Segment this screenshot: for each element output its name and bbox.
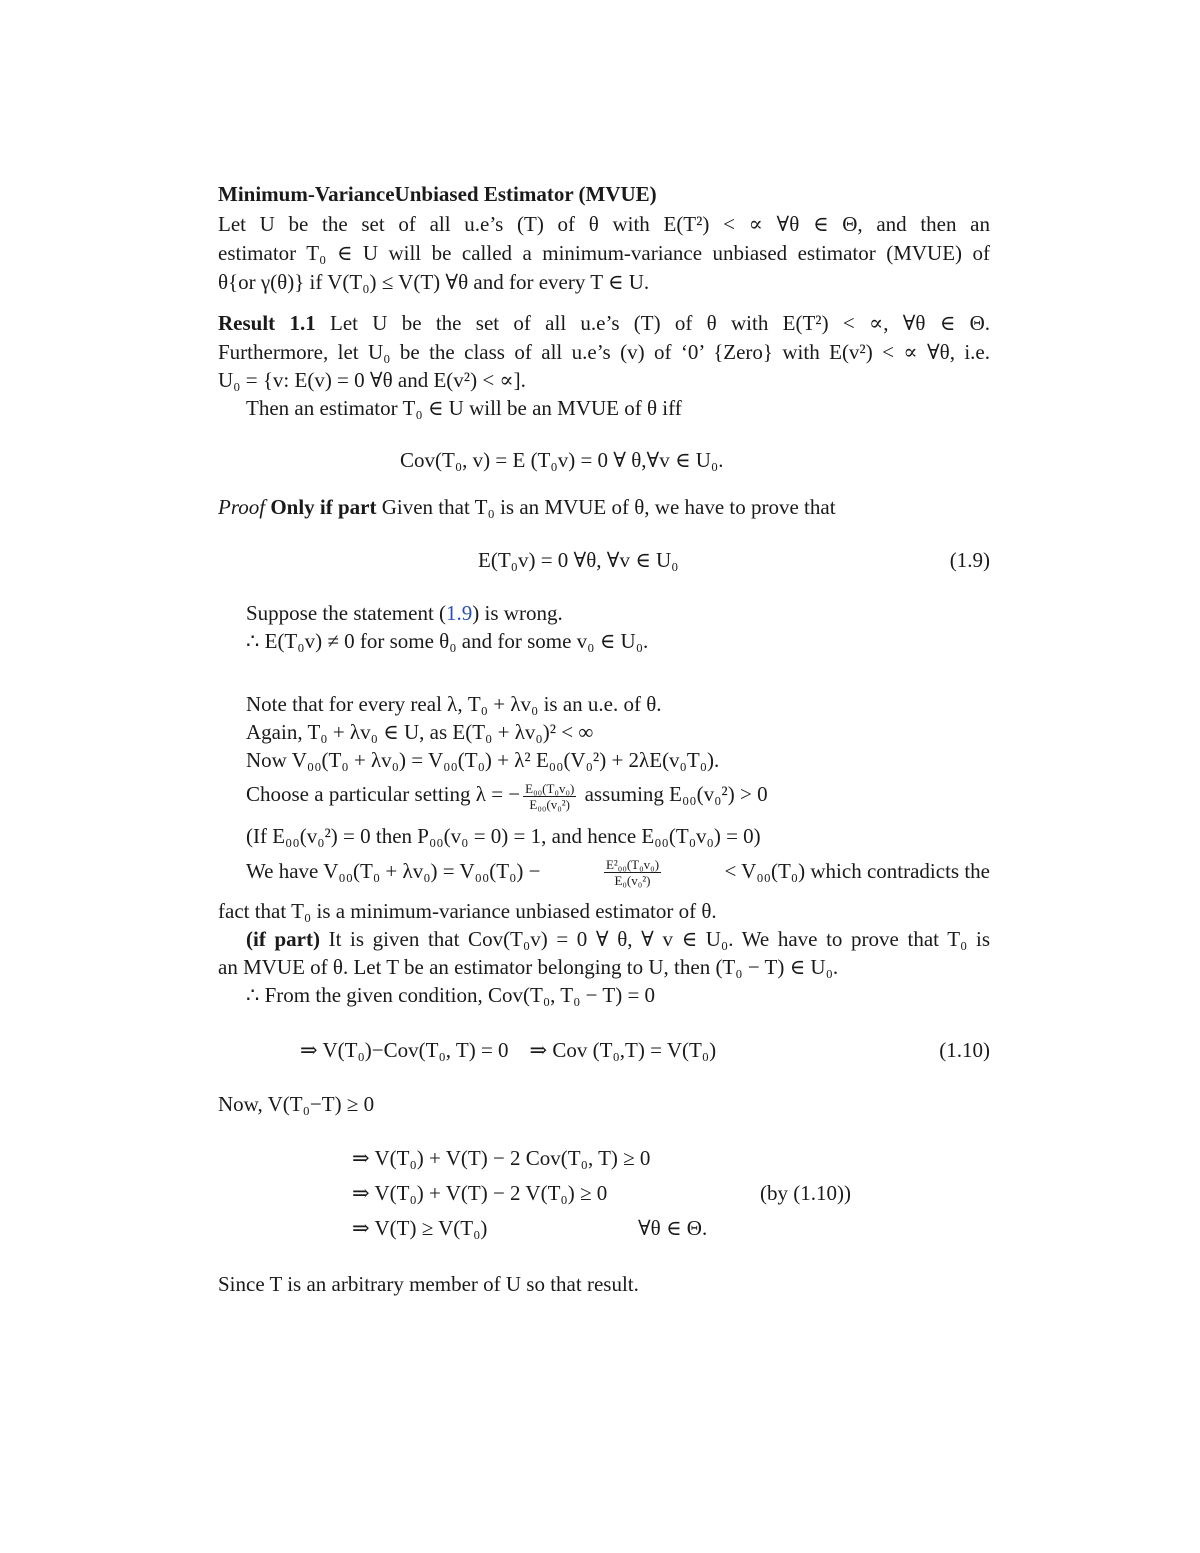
wehave-denominator: E₀(v₀²) xyxy=(614,873,651,888)
result-label: Result 1.1 xyxy=(218,311,316,335)
lambda-denominator: E₀₀(v₀²) xyxy=(529,796,571,812)
choose-post: assuming E₀₀(v₀²) > 0 xyxy=(584,782,768,806)
choose-line xyxy=(246,780,768,812)
proof-text: Given that T₀ is an MVUE of θ, we have to prove that xyxy=(381,495,836,519)
result-text: Let U be the set of all u.e’s (T) of θ with E(T²) < ∝, ∀θ ∈ Θ. xyxy=(330,311,991,335)
derivation-line-3: ⇒ V(T) ≥ V(T₀) xyxy=(352,1216,488,1240)
fact-line: fact that T₀ is a minimum-variance unbiased estimator of θ. xyxy=(218,899,717,923)
intro-line-3: θ{or γ(θ)} if V(T₀) ≤ V(T) ∀θ and for every T ∈ U. xyxy=(218,270,650,294)
result-line-4: Then an estimator T₀ ∈ U will be an MVUE of θ iff xyxy=(246,396,682,420)
only-if-label: Only if part xyxy=(270,495,377,519)
intro-line-2: estimator T₀ ∈ U will be called a minimum-variance unbiased estimator (MVUE) of xyxy=(218,241,990,265)
derivation-line-1: ⇒ V(T₀) + V(T) − 2 Cov(T₀, T) ≥ 0 xyxy=(352,1146,651,1170)
note-line-2: Again, T₀ + λv₀ ∈ U, as E(T₀ + λv₀)² < ∞ xyxy=(246,720,594,744)
equation-number-1-10: (1.10) xyxy=(939,1038,990,1062)
equation-1-9: E(T₀v) = 0 ∀θ, ∀v ∈ U₀ xyxy=(478,548,679,572)
equation-1-10: ⇒ V(T₀)−Cov(T₀, T) = 0 ⇒ Cov (T₀,T) = V(T₀) xyxy=(300,1038,717,1062)
ifpart-line-1 xyxy=(246,925,990,953)
derivation-note-2: (by (1.10)) xyxy=(760,1181,851,1205)
equation-cov: Cov(T₀, v) = E (T₀v) = 0 ∀ θ,∀v ∈ U₀. xyxy=(400,448,724,472)
wehave-pre: We have V₀₀(T₀ + λv₀) = V₀₀(T₀) − xyxy=(246,859,541,883)
ifpart-line-3: ∴ From the given condition, Cov(T₀, T₀ − T) = 0 xyxy=(246,983,656,1007)
equation-ref-link[interactable]: 1.9 xyxy=(446,601,473,625)
lambda-numerator: E₀₀(T₀v₀) xyxy=(525,780,575,796)
note-line-1: Note that for every real λ, T₀ + λv₀ is an u.e. of θ. xyxy=(246,692,662,716)
ifpart-label: (if part) xyxy=(246,927,320,951)
suppose-post: ) is wrong. xyxy=(472,601,563,625)
ifpart-text: It is given that Cov(T₀v) = 0 ∀ θ, ∀ v ∈ U₀. We have to prove that T₀ is xyxy=(328,927,991,951)
ifpart-line-2: an MVUE of θ. Let T be an estimator belonging to U, then (T₀ − T) ∈ U₀. xyxy=(218,955,839,979)
wehave-numerator: E²₀₀(T₀v₀) xyxy=(605,857,660,872)
derivation-note-3: ∀θ ∈ Θ. xyxy=(638,1216,708,1240)
wehave-fraction xyxy=(604,857,661,888)
equation-number-1-9: (1.9) xyxy=(949,548,990,572)
choose-pre: Choose a particular setting λ = − xyxy=(246,782,521,806)
now-line: Now, V(T₀−T) ≥ 0 xyxy=(218,1092,375,1116)
proof-label: Proof xyxy=(218,495,266,519)
note-line-3: Now V₀₀(T₀ + λv₀) = V₀₀(T₀) + λ² E₀₀(V₀²) + 2λE(v₀T₀). xyxy=(246,748,720,772)
proof-line xyxy=(218,493,836,521)
suppose-line xyxy=(246,599,563,627)
section-title: Minimum-VarianceUnbiased Estimator (MVUE) xyxy=(218,182,657,206)
intro-line-1: Let U be the set of all u.e’s (T) of θ with E(T²) < ∝ ∀θ ∈ Θ, and then an xyxy=(218,212,990,236)
wehave-line xyxy=(246,857,990,888)
if-line: (If E₀₀(v₀²) = 0 then P₀₀(v₀ = 0) = 1, and hence E₀₀(T₀v₀) = 0) xyxy=(246,824,761,848)
lambda-fraction xyxy=(523,781,576,812)
wehave-post: < V₀₀(T₀) which contradicts the xyxy=(724,859,990,883)
derivation-line-2: ⇒ V(T₀) + V(T) − 2 V(T₀) ≥ 0 xyxy=(352,1181,608,1205)
conclusion-line: Since T is an arbitrary member of U so that result. xyxy=(218,1272,639,1296)
suppose-pre: Suppose the statement ( xyxy=(246,601,447,625)
therefore-line: ∴ E(T₀v) ≠ 0 for some θ₀ and for some v₀ ∈ U₀. xyxy=(246,629,649,653)
result-line-3: U₀ = {v: E(v) = 0 ∀θ and E(v²) < ∝]. xyxy=(218,368,526,392)
result-line-2: Furthermore, let U₀ be the class of all u.e’s (v) of ‘0’ {Zero} with E(v²) < ∝ ∀θ, i.e. xyxy=(218,340,990,364)
result-line-1 xyxy=(218,309,990,337)
